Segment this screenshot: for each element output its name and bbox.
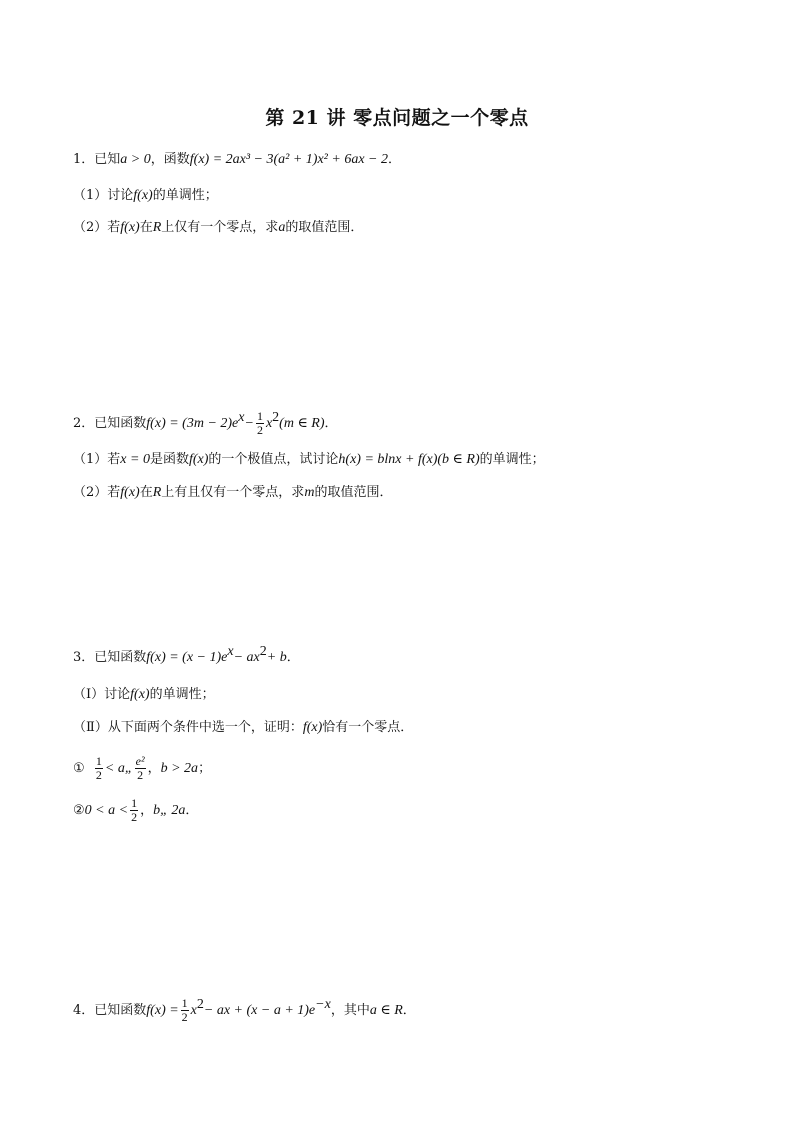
math: h(x) = blnx + f(x)(b ∈ R) [338,452,480,467]
math: f(x) = (3m − 2)e [146,416,239,431]
problem-3-condition-1 [73,755,211,782]
fraction [95,755,103,782]
fraction [181,997,189,1024]
text: 的单调性； [479,452,545,467]
math: f(x) [120,485,140,500]
math: R [152,220,162,235]
text: ， [147,761,161,776]
text: 已知函数 [94,650,147,665]
fraction [256,410,264,437]
text: （2）若 [73,485,121,500]
text: 在 [139,220,153,235]
fraction-denominator: 2 [95,768,102,782]
math: x [190,1003,197,1018]
text: ． [324,416,338,431]
math: b > 2a [160,761,199,776]
math-superscript: 2 [259,644,267,659]
text: 恰有一个零点． [322,720,414,735]
math-function: f(x) = 2ax³ − 3(a² + 1)x² + 6ax − 2 [189,152,388,167]
math: (m ∈ R) [279,416,325,431]
text: ， [140,803,154,818]
problem-number: 4． [73,1003,95,1018]
math: b„ 2a [153,803,186,818]
math: f(x) [302,720,323,735]
math: x [265,416,273,431]
fraction-numerator: 1 [131,796,138,810]
fraction [130,797,138,824]
text: （1）讨论 [73,188,134,203]
page-title: 第 21 讲 零点问题之一个零点 [265,107,529,129]
text: 的单调性； [149,687,215,702]
problem-number: 1． [73,152,95,167]
text: （2）若 [73,220,121,235]
fraction-denominator: 2 [256,423,263,437]
math: + b [266,650,287,665]
text: 的取值范围． [285,220,364,235]
problem-number: 2． [73,416,95,431]
math-superscript: x [238,410,245,425]
problem-1-part-1 [73,186,218,206]
fraction-numerator: e² [135,754,145,768]
text: 已知函数 [94,416,147,431]
text: 是函数 [149,452,189,467]
math-superscript: 2 [196,997,204,1012]
text: （Ⅱ）从下面两个条件中选一个，证明： [73,720,303,735]
math: f(x) [130,687,150,702]
math-superscript: 2 [272,410,280,425]
text: ． [388,152,402,167]
problem-2-part-2 [73,483,392,503]
text: 的取值范围． [314,485,393,500]
problem-4-statement [73,997,416,1024]
text: ； [198,761,212,776]
problem-3-condition-2 [73,797,198,824]
math: a ∈ R [369,1003,403,1018]
fraction [135,755,146,782]
math: R [152,485,162,500]
math-superscript: −x [315,997,331,1012]
text: （Ⅰ）讨论 [73,687,131,702]
text: ． [185,803,199,818]
problem-3-part-1 [73,685,215,705]
math: x = 0 [120,452,150,467]
fraction-numerator: 1 [95,754,102,768]
problem-2-statement [73,410,338,437]
text: 已知 [94,152,121,167]
text: ． [286,650,300,665]
problem-3-statement [73,644,300,668]
condition-label: ① [73,761,85,776]
text: 已知函数 [94,1003,147,1018]
problem-3-part-2 [73,718,413,738]
text: 上有且仅有一个零点，求 [161,485,305,500]
text: 在 [139,485,153,500]
text: ，其中 [330,1003,370,1018]
math: f(x) [188,452,209,467]
math: 0 < a < [84,803,129,818]
text: ，函数 [150,152,190,167]
problem-1-part-2 [73,218,363,238]
fraction-numerator: 1 [256,409,263,423]
text: （1）若 [73,452,121,467]
fraction-numerator: 1 [181,996,188,1010]
math-superscript: x [227,644,234,659]
math: m [304,485,315,500]
text: 上仅有一个零点，求 [161,220,279,235]
math: a [278,220,286,235]
text: 的单调性； [152,188,218,203]
problem-2-part-1 [73,450,545,470]
text: 的一个极值点，试讨论 [208,452,339,467]
problem-number: 3． [73,650,95,665]
math: < a„ [104,761,133,776]
math: − ax [233,650,260,665]
math: − ax + (x − a + 1)e [203,1003,316,1018]
math: f(x) [120,220,140,235]
text: ． [402,1003,416,1018]
math: a > 0 [120,152,151,167]
math: f(x) = (x − 1)e [146,650,228,665]
condition-label: ② [73,803,85,818]
problem-1-statement [73,150,401,170]
fraction-denominator: 2 [137,768,144,782]
fraction-denominator: 2 [181,1010,188,1024]
math: f(x) = [146,1003,179,1018]
math: − [244,416,254,431]
fraction-denominator: 2 [131,810,138,824]
math: f(x) [133,188,153,203]
